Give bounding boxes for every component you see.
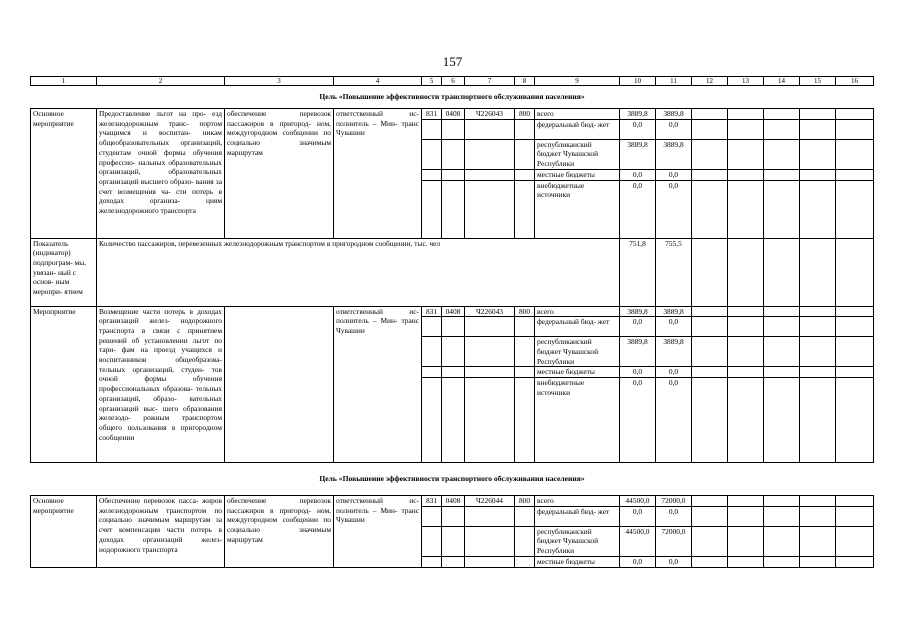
value-2020: 72000,0 (656, 526, 692, 556)
goal-heading: Цель «Повышение эффективности транспортного обслуживания населения» (319, 474, 585, 484)
source-label: всего (535, 306, 620, 317)
empty-cell (728, 496, 764, 507)
source-label: всего (535, 109, 620, 120)
value-2019: 0,0 (620, 317, 656, 337)
status-cell: Мероприятие (31, 306, 97, 463)
empty-cell (836, 139, 874, 169)
value-2020: 3889,8 (656, 306, 692, 317)
empty-cell (465, 119, 515, 139)
value-2019: 44500,0 (620, 496, 656, 507)
empty-cell (465, 378, 515, 463)
source-label: внебюджетные источники (535, 180, 620, 238)
csr-cell: Ч226043 (465, 306, 515, 317)
indicator-text: Количество пассажиров, перевезенных железнодорожным транспортом в пригородном сообщении, тыс. чел (97, 238, 620, 306)
empty-cell (422, 119, 442, 139)
empty-cell (800, 496, 836, 507)
empty-cell (836, 378, 874, 463)
empty-cell (800, 119, 836, 139)
col-number: 3 (225, 77, 334, 86)
col-number: 1 (31, 77, 97, 86)
empty-cell (692, 317, 728, 337)
empty-cell (692, 506, 728, 526)
empty-cell (764, 556, 800, 567)
source-label: республиканский бюджет Чувашской Республики (535, 139, 620, 169)
empty-cell (422, 526, 442, 556)
empty-cell (465, 139, 515, 169)
indicator-label: Показатель (индикатор) подпрограм- мы, увязан- ный с основ- ным меропри- ятием (31, 238, 97, 306)
col-number: 7 (465, 77, 515, 86)
col-number: 11 (656, 77, 692, 86)
empty-cell (442, 337, 465, 367)
vr-cell: 800 (515, 109, 535, 120)
indicator-value-2019: 751,8 (620, 238, 656, 306)
empty-cell (800, 526, 836, 556)
col-number: 2 (97, 77, 225, 86)
source-label: федеральный бюд- жет (535, 317, 620, 337)
value-2020: 0,0 (656, 180, 692, 238)
empty-cell (836, 526, 874, 556)
empty-cell (692, 556, 728, 567)
value-2019: 0,0 (620, 180, 656, 238)
empty-cell (728, 337, 764, 367)
empty-cell (764, 169, 800, 180)
empty-cell (442, 180, 465, 238)
empty-cell (422, 506, 442, 526)
empty-cell (836, 506, 874, 526)
empty-cell (728, 180, 764, 238)
empty-cell (728, 306, 764, 317)
empty-cell (764, 506, 800, 526)
empty-cell (515, 139, 535, 169)
col-number: 10 (620, 77, 656, 86)
empty-cell (800, 506, 836, 526)
goal-cell (225, 306, 334, 463)
empty-cell (692, 139, 728, 169)
value-2019: 0,0 (620, 119, 656, 139)
empty-cell (728, 238, 764, 306)
empty-cell (465, 506, 515, 526)
empty-cell (442, 169, 465, 180)
col-number: 5 (422, 77, 442, 86)
csr-cell: Ч226044 (465, 496, 515, 507)
col-number: 9 (535, 77, 620, 86)
value-2019: 3889,8 (620, 109, 656, 120)
page-number: 157 (442, 54, 463, 69)
empty-cell (764, 139, 800, 169)
executor-cell: ответственный ис- полнитель – Мин- транс Чувашии (334, 496, 422, 568)
value-2019: 0,0 (620, 506, 656, 526)
empty-cell (515, 169, 535, 180)
empty-cell (800, 238, 836, 306)
empty-cell (515, 367, 535, 378)
empty-cell (836, 180, 874, 238)
empty-cell (836, 317, 874, 337)
empty-cell (515, 556, 535, 567)
empty-cell (728, 378, 764, 463)
vr-cell: 800 (515, 496, 535, 507)
column-number-row (31, 77, 874, 86)
col-number: 16 (836, 77, 874, 86)
measure-name-cell: Обеспечение перевозок пасса- жиров железнодорожным транспортом по социально значимым маршрутам за счет компенсации части потерь в доходах организаций желез- нодорожного транспорта (97, 496, 225, 568)
empty-cell (836, 367, 874, 378)
empty-cell (515, 526, 535, 556)
empty-cell (692, 367, 728, 378)
empty-cell (836, 238, 874, 306)
value-2020: 3889,8 (656, 139, 692, 169)
empty-cell (465, 317, 515, 337)
rzpr-cell: 0408 (442, 496, 465, 507)
grbs-cell: 831 (422, 496, 442, 507)
rzpr-cell: 0408 (442, 306, 465, 317)
empty-cell (692, 109, 728, 120)
program-table (30, 76, 874, 568)
empty-cell (800, 317, 836, 337)
vr-cell: 800 (515, 306, 535, 317)
empty-cell (515, 180, 535, 238)
grbs-cell: 831 (422, 109, 442, 120)
value-2019: 0,0 (620, 169, 656, 180)
col-number: 14 (764, 77, 800, 86)
empty-cell (836, 306, 874, 317)
source-label: республиканский бюджет Чувашской Республики (535, 337, 620, 367)
empty-cell (764, 496, 800, 507)
empty-cell (836, 169, 874, 180)
value-2019: 3889,8 (620, 306, 656, 317)
empty-cell (692, 337, 728, 367)
empty-cell (728, 556, 764, 567)
empty-cell (422, 169, 442, 180)
goal-cell: обеспечение перевозок пассажиров в пригород- ном, междугородном сообщении по социально значимым маршрутам (225, 496, 334, 568)
empty-cell (515, 506, 535, 526)
value-2019: 0,0 (620, 367, 656, 378)
col-number: 8 (515, 77, 535, 86)
empty-cell (728, 119, 764, 139)
value-2020: 72000,0 (656, 496, 692, 507)
empty-cell (692, 180, 728, 238)
empty-cell (800, 337, 836, 367)
grbs-cell: 831 (422, 306, 442, 317)
empty-cell (800, 180, 836, 238)
executor-cell: ответственный ис- полнитель – Мин- транс Чувашии (334, 306, 422, 463)
status-cell: Основное мероприятие (31, 496, 97, 568)
empty-cell (728, 367, 764, 378)
empty-cell (442, 526, 465, 556)
value-2019: 0,0 (620, 378, 656, 463)
empty-cell (728, 169, 764, 180)
empty-cell (692, 169, 728, 180)
empty-cell (442, 139, 465, 169)
empty-cell (465, 526, 515, 556)
empty-cell (800, 109, 836, 120)
empty-cell (422, 367, 442, 378)
empty-cell (442, 119, 465, 139)
empty-cell (800, 139, 836, 169)
empty-cell (764, 306, 800, 317)
source-label: республиканский бюджет Чувашской Республики (535, 526, 620, 556)
executor-cell: ответственный ис- полнитель – Мин- транс Чувашии (334, 109, 422, 239)
col-number: 13 (728, 77, 764, 86)
value-2020: 3889,8 (656, 337, 692, 367)
empty-cell (728, 317, 764, 337)
empty-cell (515, 337, 535, 367)
empty-cell (764, 109, 800, 120)
indicator-value-2020: 755,5 (656, 238, 692, 306)
empty-cell (764, 378, 800, 463)
table-row (31, 496, 874, 507)
value-2020: 0,0 (656, 556, 692, 567)
empty-cell (442, 506, 465, 526)
empty-cell (836, 496, 874, 507)
measure-name-cell: Возмещение части потерь в доходах организаций желез- нодорожного транспорта в связи с принятием решений об установлении льгот по тари- фам на проезд учащихся и воспитанников общеобразова- тельных организаций, студен- тов очной формы обучения профессиональных образова- тельных организаций, образо- вательных организаций выс- шего образования железодо- рожным транспортом общего пользования в пригородном сообщении (97, 306, 225, 463)
empty-cell (800, 378, 836, 463)
value-2020: 0,0 (656, 169, 692, 180)
empty-cell (692, 496, 728, 507)
goal-cell: обеспечение перевозок пассажиров в пригород- ном, междугородном сообщении по социально значимым маршрутам (225, 109, 334, 239)
table-row (31, 109, 874, 120)
empty-cell (422, 139, 442, 169)
empty-cell (692, 378, 728, 463)
empty-cell (764, 119, 800, 139)
measure-name-cell: Предоставление льгот на про- езд железнодорожным транс- портом учащимся и воспитан- никам общеобразовательных организаций, студентам очной формы обучения профессио- нальных образовательных организаций, образовательных организаций высшего образо- вания за счет возмещения ча- сти потерь в доходах организа- циям железнодорожного транспорта (97, 109, 225, 239)
empty-cell (692, 526, 728, 556)
source-label: местные бюджеты (535, 556, 620, 567)
empty-cell (515, 378, 535, 463)
empty-cell (465, 367, 515, 378)
value-2020: 3889,8 (656, 109, 692, 120)
value-2019: 44500,0 (620, 526, 656, 556)
empty-cell (442, 556, 465, 567)
value-2020: 0,0 (656, 506, 692, 526)
table-row (31, 306, 874, 317)
col-number: 12 (692, 77, 728, 86)
empty-cell (836, 337, 874, 367)
empty-cell (728, 139, 764, 169)
empty-cell (422, 337, 442, 367)
empty-cell (800, 556, 836, 567)
empty-cell (422, 317, 442, 337)
empty-cell (442, 367, 465, 378)
empty-cell (764, 526, 800, 556)
source-label: федеральный бюд- жет (535, 119, 620, 139)
col-number: 6 (442, 77, 465, 86)
empty-cell (692, 119, 728, 139)
indicator-row (31, 238, 874, 306)
empty-cell (465, 556, 515, 567)
csr-cell: Ч226043 (465, 109, 515, 120)
empty-cell (465, 337, 515, 367)
col-number: 15 (800, 77, 836, 86)
value-2020: 0,0 (656, 317, 692, 337)
empty-cell (442, 317, 465, 337)
value-2020: 0,0 (656, 378, 692, 463)
empty-cell (465, 180, 515, 238)
empty-cell (422, 378, 442, 463)
source-label: внебюджетные источники (535, 378, 620, 463)
empty-cell (515, 119, 535, 139)
empty-cell (422, 556, 442, 567)
empty-cell (764, 180, 800, 238)
rzpr-cell: 0408 (442, 109, 465, 120)
empty-cell (764, 317, 800, 337)
source-label: федеральный бюд- жет (535, 506, 620, 526)
empty-cell (764, 367, 800, 378)
value-2020: 0,0 (656, 367, 692, 378)
value-2019: 0,0 (620, 556, 656, 567)
source-label: всего (535, 496, 620, 507)
source-label: местные бюджеты (535, 169, 620, 180)
status-cell: Основное мероприятие (31, 109, 97, 239)
col-number: 4 (334, 77, 422, 86)
empty-cell (728, 506, 764, 526)
empty-cell (465, 169, 515, 180)
empty-cell (800, 306, 836, 317)
goal-heading-row (31, 463, 874, 496)
goal-heading: Цель «Повышение эффективности транспортного обслуживания населения» (319, 92, 585, 102)
empty-cell (764, 337, 800, 367)
empty-cell (764, 238, 800, 306)
empty-cell (836, 556, 874, 567)
empty-cell (692, 238, 728, 306)
empty-cell (422, 180, 442, 238)
source-label: местные бюджеты (535, 367, 620, 378)
empty-cell (692, 306, 728, 317)
empty-cell (442, 378, 465, 463)
empty-cell (800, 169, 836, 180)
empty-cell (836, 119, 874, 139)
value-2020: 0,0 (656, 119, 692, 139)
empty-cell (836, 109, 874, 120)
empty-cell (800, 367, 836, 378)
goal-heading-row (31, 86, 874, 109)
value-2019: 3889,8 (620, 337, 656, 367)
empty-cell (515, 317, 535, 337)
empty-cell (728, 109, 764, 120)
value-2019: 3889,8 (620, 139, 656, 169)
empty-cell (728, 526, 764, 556)
